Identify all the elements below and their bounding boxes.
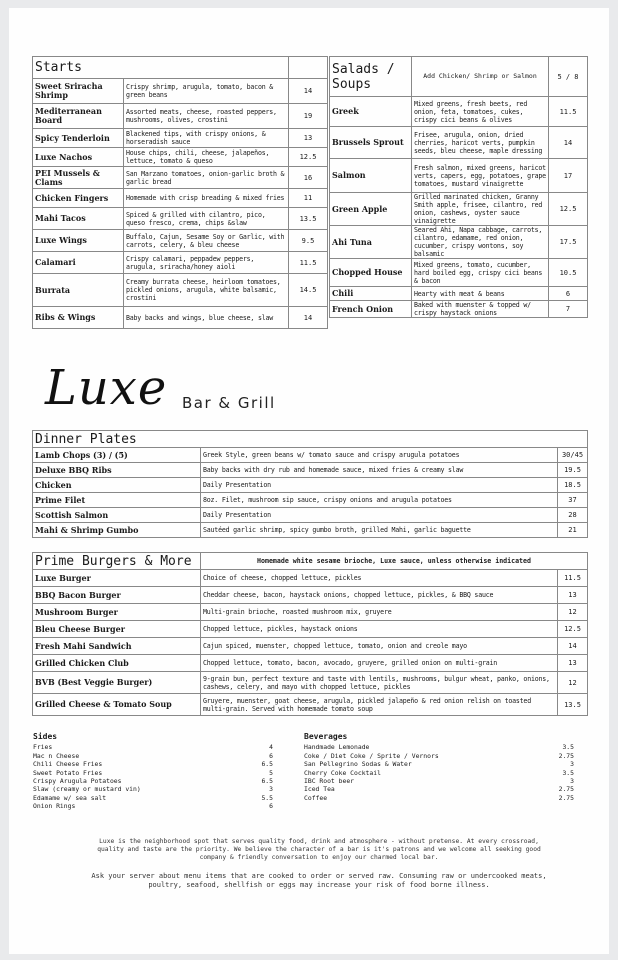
dinner-item-name: Scottish Salmon bbox=[33, 508, 201, 523]
salads-item-name: Chili bbox=[330, 287, 412, 301]
dinner-item-name: Mahi & Shrimp Gumbo bbox=[33, 523, 201, 538]
starts-item-name: PEI Mussels & Clams bbox=[33, 167, 124, 189]
burgers-item-name: Mushroom Burger bbox=[33, 604, 201, 621]
beverages-row bbox=[304, 777, 574, 785]
burgers-item-desc: Chopped lettuce, tomato, bacon, avocado, gruyere, grilled onion on multi-grain bbox=[201, 655, 558, 672]
beverages-row bbox=[304, 752, 574, 760]
starts-item-price: 14.5 bbox=[289, 274, 328, 307]
salads-item-price: 12.5 bbox=[549, 193, 588, 226]
burgers-item-desc: Multi-grain brioche, roasted mushroom mix, gruyere bbox=[201, 604, 558, 621]
starts-row bbox=[33, 129, 328, 148]
starts-item-desc: Baby backs and wings, blue cheese, slaw bbox=[124, 307, 289, 329]
dinner-title: Dinner Plates bbox=[33, 431, 588, 448]
food-warning: Ask your server about menu items that are cooked to order or served raw. Consuming raw or undercooked meats, poultry, seafood, shellfish or eggs may increase your risk of food borne illness. bbox=[91, 872, 547, 889]
burgers-note: Homemade white sesame brioche, Luxe sauce, unless otherwise indicated bbox=[201, 553, 588, 570]
salads-addon-price: 5 / 8 bbox=[549, 57, 588, 97]
starts-item-price: 14 bbox=[289, 307, 328, 329]
salads-item-desc: Fresh salmon, mixed greens, haricot verts, capers, egg, potatoes, grape tomatoes, mustard vinaigrette bbox=[412, 159, 549, 193]
burgers-item-desc: Cheddar cheese, bacon, haystack onions, chopped lettuce, pickles, & BBQ sauce bbox=[201, 587, 558, 604]
sides-item-name: Fries bbox=[33, 743, 53, 752]
salads-row bbox=[330, 193, 588, 226]
salads-row bbox=[330, 259, 588, 287]
dinner-item-price: 37 bbox=[558, 493, 588, 508]
starts-item-name: Chicken Fingers bbox=[33, 189, 124, 208]
salads-item-desc: Mixed greens, tomato, cucumber, hard boiled egg, crispy cici beans & bacon bbox=[412, 259, 549, 287]
burgers-title: Prime Burgers & More bbox=[33, 553, 201, 570]
starts-row bbox=[33, 167, 328, 189]
dinner-item-desc: Greek Style, green beans w/ tomato sauce and crispy arugula potatoes bbox=[201, 448, 558, 463]
salads-item-name: Ahi Tuna bbox=[330, 226, 412, 259]
burgers-item-price: 14 bbox=[558, 638, 588, 655]
burgers-item-name: BBQ Bacon Burger bbox=[33, 587, 201, 604]
dinner-item-desc: Daily Presentation bbox=[201, 478, 558, 493]
sides-section bbox=[33, 733, 273, 811]
sides-item-name: Sweet Potato Fries bbox=[33, 768, 103, 777]
burgers-item-name: BVB (Best Veggie Burger) bbox=[33, 672, 201, 694]
starts-item-name: Luxe Wings bbox=[33, 230, 124, 252]
starts-row bbox=[33, 79, 328, 104]
luxe-logo: Luxe bbox=[45, 360, 168, 416]
starts-row bbox=[33, 252, 328, 274]
sides-row bbox=[33, 760, 273, 768]
sides-row bbox=[33, 752, 273, 760]
sides-row bbox=[33, 785, 273, 793]
sides-row bbox=[33, 769, 273, 777]
beverages-item-name: San Pellegrino Sodas & Water bbox=[304, 760, 412, 769]
dinner-item-price: 30/45 bbox=[558, 448, 588, 463]
starts-item-price: 13.5 bbox=[289, 208, 328, 230]
starts-item-name: Calamari bbox=[33, 252, 124, 274]
sides-item-name: Mac n Cheese bbox=[33, 751, 80, 760]
burgers-table bbox=[32, 552, 588, 716]
starts-item-desc: Buffalo, Cajun, Sesame Soy or Garlic, with carrots, celery, & bleu cheese bbox=[124, 230, 289, 252]
salads-item-name: Green Apple bbox=[330, 193, 412, 226]
burgers-item-desc: 9-grain bun, perfect texture and taste with lentils, mushrooms, bulgur wheat, panko, onions, cashews, celery, and mayo with chopped lettuce, pickles bbox=[201, 672, 558, 694]
starts-item-desc: Spiced & grilled with cilantro, pico, queso fresco, crema, chips &slaw bbox=[124, 208, 289, 230]
salads-row bbox=[330, 226, 588, 259]
starts-title: Starts bbox=[33, 57, 289, 79]
salads-item-desc: Frisee, arugula, onion, dried cherries, haricot verts, pumpkin seeds, bleu cheese, maple dressing bbox=[412, 127, 549, 159]
salads-item-desc: Baked with muenster & topped w/ crispy haystack onions bbox=[412, 301, 549, 318]
sides-item-name: Onion Rings bbox=[33, 802, 76, 811]
salads-item-price: 17.5 bbox=[549, 226, 588, 259]
burgers-item-name: Bleu Cheese Burger bbox=[33, 621, 201, 638]
beverages-item-price: 2.75 bbox=[558, 785, 574, 794]
starts-row bbox=[33, 274, 328, 307]
dinner-item-desc: 8oz. Filet, mushroom sip sauce, crispy onions and arugula potatoes bbox=[201, 493, 558, 508]
beverages-item-name: Coffee bbox=[304, 793, 328, 802]
beverages-row bbox=[304, 743, 574, 751]
dinner-item-desc: Daily Presentation bbox=[201, 508, 558, 523]
starts-item-price: 16 bbox=[289, 167, 328, 189]
starts-row bbox=[33, 104, 328, 129]
sides-row bbox=[33, 743, 273, 751]
salads-row bbox=[330, 301, 588, 318]
sides-row bbox=[33, 802, 273, 810]
burgers-row bbox=[33, 604, 588, 621]
sides-list bbox=[33, 743, 273, 810]
salads-item-desc: Grilled marinated chicken, Granny Smith apple, frisee, cilantro, red onion, cashews, oyster sauce vinaigrette bbox=[412, 193, 549, 226]
beverages-item-price: 3 bbox=[570, 760, 574, 769]
sides-title: Sides bbox=[33, 732, 58, 741]
beverages-item-name: IBC Root beer bbox=[304, 777, 355, 786]
dinner-table bbox=[32, 430, 588, 538]
burgers-item-price: 12 bbox=[558, 672, 588, 694]
dinner-item-price: 21 bbox=[558, 523, 588, 538]
sides-item-name: Slaw (creamy or mustard vin) bbox=[33, 785, 141, 794]
starts-item-name: Luxe Nachos bbox=[33, 148, 124, 167]
sides-item-name: Edamame w/ sea salt bbox=[33, 793, 107, 802]
starts-row bbox=[33, 148, 328, 167]
beverages-section bbox=[304, 733, 574, 802]
salads-item-name: Greek bbox=[330, 97, 412, 127]
dinner-row bbox=[33, 463, 588, 478]
burgers-item-desc: Choice of cheese, chopped lettuce, pickles bbox=[201, 570, 558, 587]
sides-row bbox=[33, 794, 273, 802]
burgers-row bbox=[33, 621, 588, 638]
starts-item-desc: Crispy shrimp, arugula, tomato, bacon & green beans bbox=[124, 79, 289, 104]
burgers-row bbox=[33, 672, 588, 694]
sides-item-price: 5 bbox=[269, 768, 273, 777]
beverages-item-name: Coke / Diet Coke / Sprite / Vernors bbox=[304, 751, 439, 760]
dinner-item-name: Deluxe BBQ Ribs bbox=[33, 463, 201, 478]
starts-item-desc: Crispy calamari, peppadew peppers, arugula, sriracha/honey aioli bbox=[124, 252, 289, 274]
burgers-item-price: 13 bbox=[558, 587, 588, 604]
starts-item-price: 13 bbox=[289, 129, 328, 148]
beverages-item-name: Handmade Lemonade bbox=[304, 743, 370, 752]
dinner-row bbox=[33, 448, 588, 463]
salads-row bbox=[330, 127, 588, 159]
dinner-row bbox=[33, 478, 588, 493]
sides-item-price: 4 bbox=[269, 743, 273, 752]
salads-item-price: 7 bbox=[549, 301, 588, 318]
starts-item-name: Mediterranean Board bbox=[33, 104, 124, 129]
dinner-item-desc: Baby backs with dry rub and homemade sauce, mixed fries & creamy slaw bbox=[201, 463, 558, 478]
starts-item-desc: Blackened tips, with crispy onions, & horseradish sauce bbox=[124, 129, 289, 148]
sides-item-price: 6.5 bbox=[261, 760, 273, 769]
starts-item-name: Mahi Tacos bbox=[33, 208, 124, 230]
starts-item-price: 9.5 bbox=[289, 230, 328, 252]
salads-item-price: 10.5 bbox=[549, 259, 588, 287]
sides-item-price: 6 bbox=[269, 751, 273, 760]
dinner-item-name: Prime Filet bbox=[33, 493, 201, 508]
starts-item-price: 11.5 bbox=[289, 252, 328, 274]
starts-item-price: 19 bbox=[289, 104, 328, 129]
sides-item-price: 5.5 bbox=[261, 793, 273, 802]
burgers-item-name: Grilled Cheese & Tomato Soup bbox=[33, 694, 201, 716]
salads-item-price: 6 bbox=[549, 287, 588, 301]
starts-item-name: Ribs & Wings bbox=[33, 307, 124, 329]
beverages-item-price: 3.5 bbox=[562, 768, 574, 777]
salads-item-name: Brussels Sprout bbox=[330, 127, 412, 159]
dinner-body bbox=[33, 431, 588, 538]
beverages-item-name: Cherry Coke Cocktail bbox=[304, 768, 381, 777]
beverages-row bbox=[304, 769, 574, 777]
starts-row bbox=[33, 189, 328, 208]
starts-item-name: Spicy Tenderloin bbox=[33, 129, 124, 148]
sides-item-price: 6 bbox=[269, 802, 273, 811]
burgers-row bbox=[33, 655, 588, 672]
starts-item-price: 14 bbox=[289, 79, 328, 104]
salads-item-name: Chopped House bbox=[330, 259, 412, 287]
starts-row bbox=[33, 230, 328, 252]
burgers-item-name: Grilled Chicken Club bbox=[33, 655, 201, 672]
salads-table bbox=[329, 56, 588, 318]
starts-body bbox=[33, 57, 328, 329]
salads-row bbox=[330, 287, 588, 301]
salads-row bbox=[330, 159, 588, 193]
beverages-row bbox=[304, 794, 574, 802]
burgers-item-price: 11.5 bbox=[558, 570, 588, 587]
about-text: Luxe is the neighborhood spot that serves quality food, drink and atmosphere - without pretense. At every crossroad, quality and taste are the priority. We believe the character of a bar is it's patrons and we welcome all seeking good company & friendly conversation to enjoy our charmed local bar. bbox=[97, 838, 541, 861]
dinner-row bbox=[33, 523, 588, 538]
salads-item-desc: Hearty with meat & beans bbox=[412, 287, 549, 301]
beverages-title: Beverages bbox=[304, 732, 348, 741]
dinner-item-price: 19.5 bbox=[558, 463, 588, 478]
dinner-item-price: 28 bbox=[558, 508, 588, 523]
burgers-item-desc: Chopped lettuce, pickles, haystack onions bbox=[201, 621, 558, 638]
sides-item-price: 3 bbox=[269, 785, 273, 794]
salads-item-price: 17 bbox=[549, 159, 588, 193]
burgers-row bbox=[33, 570, 588, 587]
dinner-item-price: 18.5 bbox=[558, 478, 588, 493]
sides-row bbox=[33, 777, 273, 785]
starts-table bbox=[32, 56, 328, 329]
sides-item-name: Crispy Arugula Potatoes bbox=[33, 777, 122, 786]
salads-item-price: 14 bbox=[549, 127, 588, 159]
beverages-item-price: 2.75 bbox=[558, 751, 574, 760]
salads-addon: Add Chicken/ Shrimp or Salmon bbox=[412, 57, 549, 97]
starts-row bbox=[33, 208, 328, 230]
beverages-item-name: Iced Tea bbox=[304, 785, 335, 794]
burgers-row bbox=[33, 694, 588, 716]
starts-item-name: Sweet Sriracha Shrimp bbox=[33, 79, 124, 104]
sides-item-price: 6.5 bbox=[261, 777, 273, 786]
dinner-item-desc: Sautéed garlic shrimp, spicy gumbo broth, grilled Mahi, garlic baguette bbox=[201, 523, 558, 538]
starts-item-price: 11 bbox=[289, 189, 328, 208]
starts-item-desc: San Marzano tomatoes, onion-garlic broth & garlic bread bbox=[124, 167, 289, 189]
starts-item-desc: Homemade with crisp breading & mixed fries bbox=[124, 189, 289, 208]
starts-row bbox=[33, 307, 328, 329]
beverages-row bbox=[304, 785, 574, 793]
beverages-list bbox=[304, 743, 574, 802]
dinner-item-name: Lamb Chops (3) / (5) bbox=[33, 448, 201, 463]
beverages-item-price: 3.5 bbox=[562, 743, 574, 752]
logo-tagline: Bar & Grill bbox=[182, 394, 276, 412]
burgers-body bbox=[33, 553, 588, 716]
starts-item-name: Burrata bbox=[33, 274, 124, 307]
starts-item-desc: House chips, chili, cheese, jalapeños, lettuce, tomato & queso bbox=[124, 148, 289, 167]
starts-item-price: 12.5 bbox=[289, 148, 328, 167]
starts-item-desc: Creamy burrata cheese, heirloom tomatoes, pickled onions, arugula, white balsamic, crostini bbox=[124, 274, 289, 307]
salads-item-price: 11.5 bbox=[549, 97, 588, 127]
salads-body bbox=[330, 57, 588, 318]
burgers-item-price: 13.5 bbox=[558, 694, 588, 716]
salads-row bbox=[330, 97, 588, 127]
beverages-item-price: 3 bbox=[570, 777, 574, 786]
starts-item-desc: Assorted meats, cheese, roasted peppers, mushrooms, olives, crostini bbox=[124, 104, 289, 129]
burgers-item-price: 12 bbox=[558, 604, 588, 621]
burgers-item-desc: Cajun spiced, muenster, chopped lettuce, tomato, onion and creole mayo bbox=[201, 638, 558, 655]
burgers-row bbox=[33, 638, 588, 655]
salads-item-desc: Mixed greens, fresh beets, red onion, feta, tomatoes, cukes, crispy cici beans & olives bbox=[412, 97, 549, 127]
burgers-item-desc: Gruyere, muenster, goat cheese, arugula, pickled jalapeño & red onion relish on toasted multi-grain. Served with homemade tomato soup bbox=[201, 694, 558, 716]
beverages-row bbox=[304, 760, 574, 768]
dinner-row bbox=[33, 508, 588, 523]
salads-title: Salads / Soups bbox=[330, 57, 412, 97]
dinner-row bbox=[33, 493, 588, 508]
dinner-item-name: Chicken bbox=[33, 478, 201, 493]
salads-item-desc: Seared Ahi, Napa cabbage, carrots, cilantro, edamame, red onion, cucumber, crispy wontons, soy balsamic bbox=[412, 226, 549, 259]
burgers-row bbox=[33, 587, 588, 604]
burgers-item-price: 12.5 bbox=[558, 621, 588, 638]
burgers-item-name: Luxe Burger bbox=[33, 570, 201, 587]
salads-item-name: French Onion bbox=[330, 301, 412, 318]
sides-item-name: Chili Cheese Fries bbox=[33, 760, 103, 769]
beverages-item-price: 2.75 bbox=[558, 793, 574, 802]
burgers-item-name: Fresh Mahi Sandwich bbox=[33, 638, 201, 655]
burgers-item-price: 13 bbox=[558, 655, 588, 672]
salads-item-name: Salmon bbox=[330, 159, 412, 193]
menu-page bbox=[9, 8, 609, 954]
